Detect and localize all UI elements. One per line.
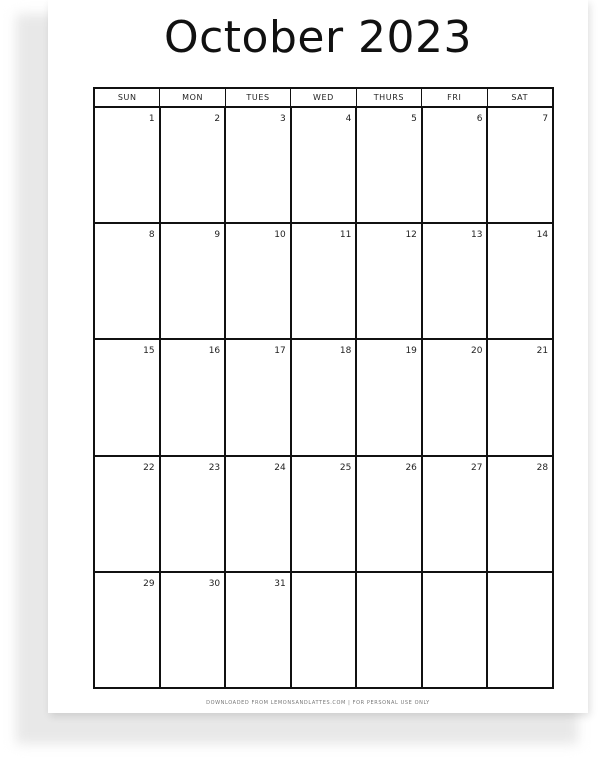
week-row-1	[95, 108, 552, 224]
day-number: 28	[536, 462, 549, 473]
day-number: 21	[536, 346, 549, 357]
day-cell	[226, 457, 292, 571]
day-cell	[357, 224, 423, 338]
day-cell	[292, 224, 358, 338]
day-cell	[226, 340, 292, 454]
calendar-page	[48, 0, 588, 713]
day-number: 31	[274, 578, 286, 589]
day-cell	[488, 457, 552, 571]
week-row-2	[95, 224, 552, 340]
day-cell	[423, 340, 489, 454]
week-row-5	[95, 573, 552, 687]
day-cell	[488, 224, 552, 338]
day-number: 6	[476, 114, 483, 124]
day-cell	[95, 108, 161, 222]
day-cell	[161, 457, 227, 571]
day-cell	[292, 573, 358, 687]
day-number: 9	[214, 230, 221, 241]
weekday-sat: SAT	[511, 93, 529, 102]
day-number: 19	[405, 346, 417, 357]
day-cell	[357, 457, 423, 571]
day-number: 18	[339, 346, 352, 357]
day-number: 24	[274, 462, 286, 473]
day-cell	[161, 224, 227, 338]
weekday-mon: MON	[160, 89, 225, 106]
day-number: 23	[208, 462, 221, 473]
day-cell	[357, 108, 423, 222]
day-number: 27	[471, 462, 483, 473]
day-cell	[423, 457, 489, 571]
weekday-fri: FRI	[422, 89, 487, 106]
calendar-weeks	[95, 108, 552, 687]
day-cell	[226, 108, 292, 222]
day-cell	[488, 108, 552, 222]
day-number: 30	[208, 578, 221, 589]
day-cell	[488, 340, 552, 454]
day-cell	[292, 340, 358, 454]
day-cell	[226, 224, 292, 338]
day-number: 2	[214, 114, 221, 124]
weekday-wed: WED	[291, 89, 356, 106]
day-cell	[357, 340, 423, 454]
day-cell	[357, 573, 423, 687]
week-row-4	[95, 457, 552, 573]
day-number: 14	[536, 230, 549, 241]
day-number: 20	[471, 346, 483, 357]
day-number: 17	[274, 346, 286, 357]
day-cell	[423, 224, 489, 338]
day-number: 29	[143, 578, 155, 589]
day-number: 3	[280, 114, 286, 124]
day-number: 22	[143, 462, 155, 473]
day-cell	[95, 224, 161, 338]
day-cell	[161, 573, 227, 687]
day-number: 4	[345, 114, 352, 124]
day-cell	[226, 573, 292, 687]
day-cell	[423, 108, 489, 222]
day-cell	[488, 573, 552, 687]
day-cell	[161, 340, 227, 454]
footer-note: DOWNLOADED FROM LEMONSANDLATTES.COM | FOR PERSONAL USE ONLY	[206, 700, 430, 706]
weekday-header	[95, 89, 552, 108]
day-number: 15	[143, 346, 155, 357]
weekday-sun: SUN	[95, 89, 160, 106]
weekday-tues: TUES	[226, 89, 291, 106]
day-number: 8	[148, 230, 155, 241]
day-cell	[95, 573, 161, 687]
week-row-3	[95, 340, 552, 456]
page-title: October 2023	[163, 12, 473, 63]
calendar-grid	[93, 87, 554, 689]
day-cell	[292, 108, 358, 222]
day-number: 13	[471, 230, 483, 241]
day-cell	[423, 573, 489, 687]
day-number: 1	[148, 114, 155, 124]
day-number: 11	[339, 230, 352, 241]
day-number: 7	[542, 114, 549, 124]
day-cell	[95, 340, 161, 454]
day-cell	[292, 457, 358, 571]
day-number: 10	[274, 230, 286, 241]
day-number: 5	[411, 114, 417, 124]
day-number: 26	[405, 462, 417, 473]
day-cell	[161, 108, 227, 222]
day-cell	[95, 457, 161, 571]
day-number: 25	[339, 462, 352, 473]
day-number: 12	[405, 230, 417, 241]
weekday-thurs: THURS	[357, 89, 422, 106]
day-number: 16	[208, 346, 221, 357]
